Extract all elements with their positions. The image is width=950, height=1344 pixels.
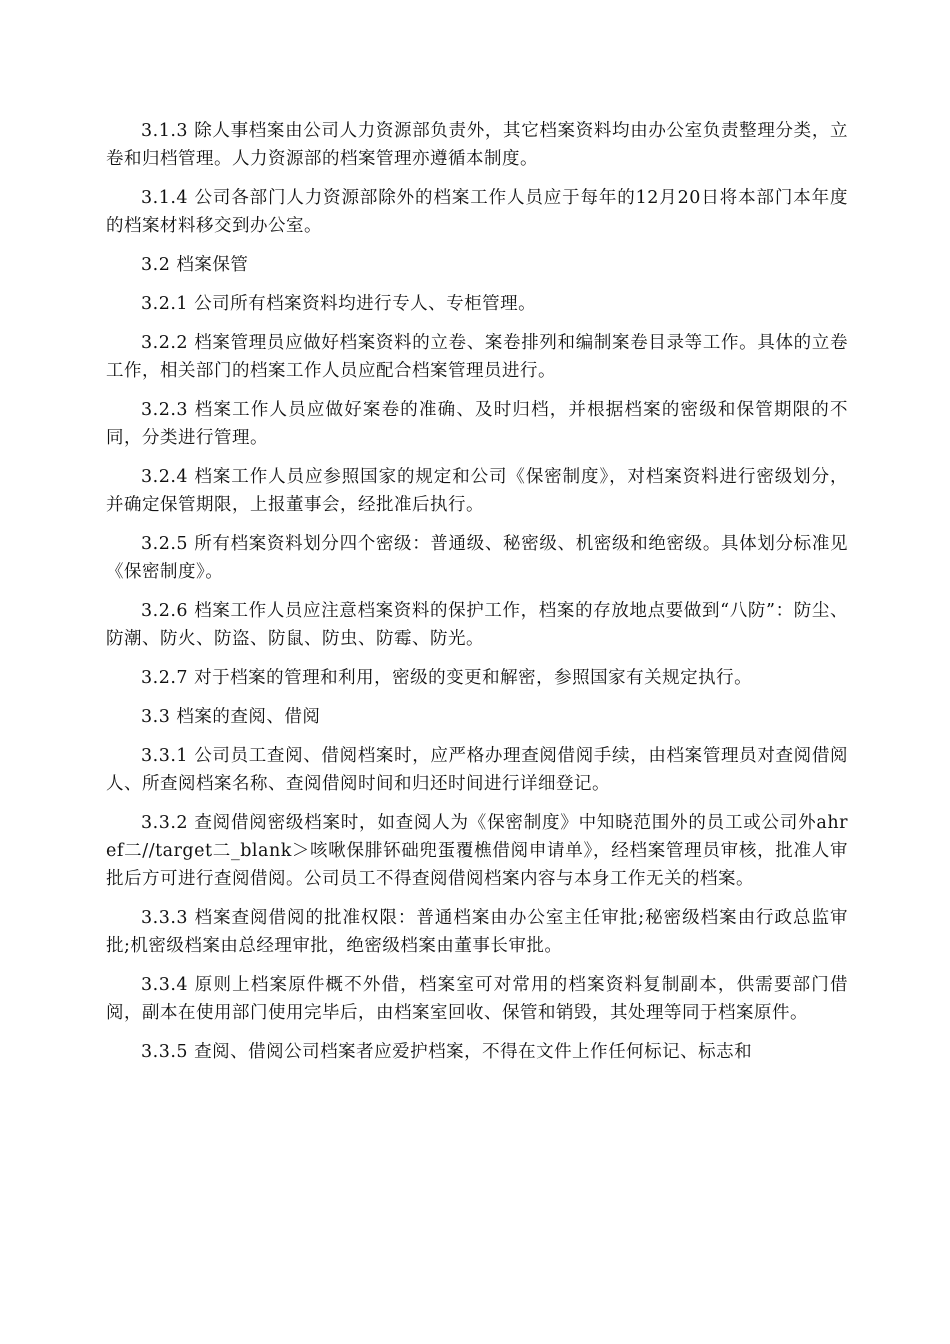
paragraph-3-2-6: 3.2.6 档案工作人员应注意档案资料的保护工作，档案的存放地点要做到“八防”：防尘、防潮、防火、防盗、防鼠、防虫、防霉、防光。 (106, 601, 848, 649)
paragraph-3-2-7: 3.2.7 对于档案的管理和利用，密级的变更和解密，参照国家有关规定执行。 (141, 668, 753, 688)
paragraph-3-1-4: 3.1.4 公司各部门人力资源部除外的档案工作人员应于每年的12月20日将本部门本年度的档案材料移交到办公室。 (106, 188, 848, 236)
paragraph-3-1-3: 3.1.3 除人事档案由公司人力资源部负责外，其它档案资料均由办公室负责整理分类，立卷和归档管理。人力资源部的档案管理亦遵循本制度。 (106, 121, 848, 169)
paragraph-3-2-3: 3.2.3 档案工作人员应做好案卷的准确、及时归档，并根据档案的密级和保管期限的不同，分类进行管理。 (106, 400, 848, 448)
paragraph-3-3-4: 3.3.4 原则上档案原件概不外借，档案室可对常用的档案资料复制副本，供需要部门借阅，副本在使用部门使用完毕后，由档案室回收、保管和销毁，其处理等同于档案原件。 (106, 975, 848, 1023)
paragraph-3-2-4: 3.2.4 档案工作人员应参照国家的规定和公司《保密制度》，对档案资料进行密级划分，并确定保管期限，上报董事会，经批准后执行。 (106, 467, 848, 515)
paragraph-3-2-2: 3.2.2 档案管理员应做好档案资料的立卷、案卷排列和编制案卷目录等工作。具体的立卷工作，相关部门的档案工作人员应配合档案管理员进行。 (106, 333, 848, 381)
paragraph-3-3-5: 3.3.5 查阅、借阅公司档案者应爱护档案，不得在文件上作任何标记、标志和 (141, 1042, 753, 1062)
paragraph-3-3-3: 3.3.3 档案查阅借阅的批准权限：普通档案由办公室主任审批;秘密级档案由行政总监审批;机密级档案由总经理审批，绝密级档案由董事长审批。 (106, 908, 848, 956)
paragraph-3-2-1: 3.2.1 公司所有档案资料均进行专人、专柜管理。 (141, 294, 537, 314)
section-heading-3-3: 3.3 档案的查阅、借阅 (141, 707, 321, 727)
paragraph-3-3-2: 3.3.2 查阅借阅密级档案时，如查阅人为《保密制度》中知晓范围外的员工或公司外ahref二//target二_blank＞咳啾保腓钚础兜蛋覆樵借阅申请单》，经档案管理员审核，批准人审批后方可进行查阅借阅。公司员工不得查阅借阅档案内容与本身工作无关的档案。 (106, 813, 848, 889)
paragraph-3-2-5: 3.2.5 所有档案资料划分四个密级：普通级、秘密级、机密级和绝密级。具体划分标准见《保密制度》。 (106, 534, 848, 582)
document-body (106, 117, 848, 1077)
paragraph-3-3-1: 3.3.1 公司员工查阅、借阅档案时，应严格办理查阅借阅手续，由档案管理员对查阅借阅人、所查阅档案名称、查阅借阅时间和归还时间进行详细登记。 (106, 746, 848, 794)
section-heading-3-2: 3.2 档案保管 (141, 255, 249, 275)
